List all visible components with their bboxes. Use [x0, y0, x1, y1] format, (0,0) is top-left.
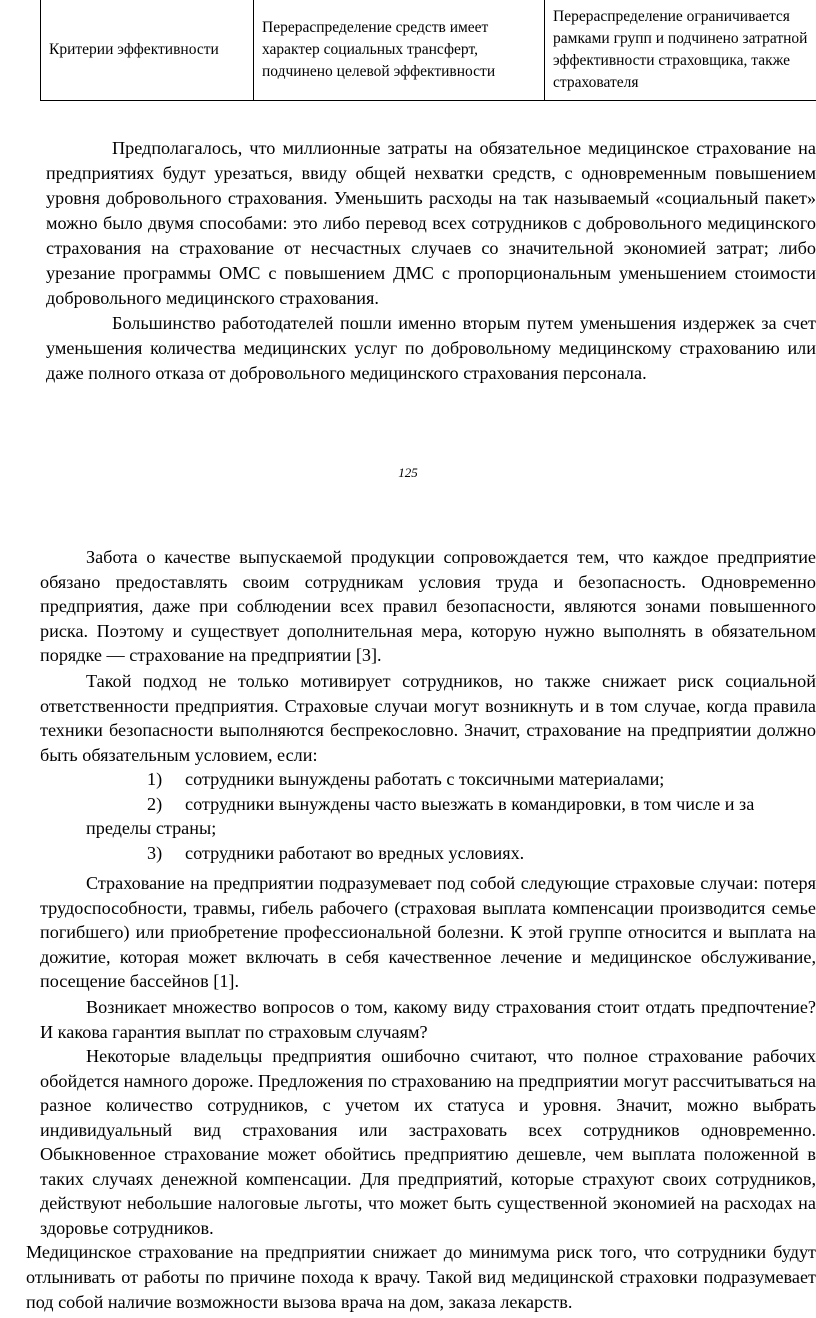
paragraph-employers: Большинство работодателей пошли именно вторым путем уменьшения издержек за счет уменьшения количества медицинских услуг по добровольному медицинскому страхованию или даже полного отказа от добровольного медицинского страхования персонала.: [46, 313, 816, 383]
paragraph-quality-care: Забота о качестве выпускаемой продукции сопровождается тем, что каждое предприятие обязано предоставлять своим сотрудникам условия труда и безопасность. Одновременно предприятия, даже при соблюдении всех правил безопасности, являются зонами повышенного риска. Поэтому и существует дополнительная мера, которую нужно выполнять в обязательном порядке — страхование на предприятии [3].: [40, 547, 816, 665]
paragraph-insured-events: Страхование на предприятии подразумевает под собой следующие страховые случаи: потеря трудоспособности, травмы, гибель рабочего (страховая выплата компенсации производится семье погибшего) или приобретение профессиональной болезни. К этой группе относится и выплата на дожитие, которая может включать в себя качественное лечение и медицинское обслуживание, посещение бассейнов [1].: [40, 873, 816, 991]
paragraph-expected-costs: Предполагалось, что миллионные затраты на обязательное медицинское страхование на предприятиях будут урезаться, ввиду общей нехватки средств, с одновременным повышением уровня добровольного страхования. Уменьшить расходы на так называемый «социальный пакет» можно было двумя способами: это либо перевод всех сотрудников с добровольного медицинского страхования на страхование от несчастных случаев со значительной экономией затрат; либо урезание программы ОМС с повышением ДМС с пропорциональным уменьшением стоимости добровольного медицинского страхования.: [46, 138, 816, 308]
criteria-table: [40, 0, 816, 101]
list-item-text: сотрудники работают во вредных условиях.: [185, 843, 525, 863]
paragraph-approach: Такой подход не только мотивирует сотрудников, но также снижает риск социальной ответственности предприятия. Страховые случаи могут возникнуть и в том случае, когда правила техники безопасности выполняются беспрекословно. Значит, страхование на предприятии должно быть обязательным условием, если:: [40, 671, 816, 765]
list-number: 2): [147, 794, 163, 814]
table-row: [41, 0, 816, 101]
table-cell-redistribution: Перераспределение ограничивается рамками групп и подчинено затратной эффективности страховщика, также страхователя: [545, 0, 816, 101]
list-item: [147, 792, 816, 817]
table-cell-criteria: Критерии эффективности: [41, 0, 254, 101]
list-number: 1): [147, 769, 163, 789]
paragraph-medical-insurance: Медицинское страхование на предприятии снижает до минимума риск того, что сотрудники будут отлынивать от работы по причине похода к врачу. Такой вид медицинской страховки подразумевает под собой наличие возможности вызова врача на дом, заказа лекарств.: [26, 1242, 816, 1312]
list-item-continuation: пределы страны;: [86, 818, 217, 838]
table-cell-transfer: Перераспределение средств имеет характер социальных трансферт, подчинено целевой эффективности: [254, 0, 545, 101]
list-item: [147, 841, 524, 866]
list-item-text: сотрудники вынуждены часто выезжать в командировки, в том числе и за: [185, 794, 755, 814]
page-number: 125: [398, 465, 418, 480]
paragraph-owners: Некоторые владельцы предприятия ошибочно считают, что полное страхование рабочих обойдется намного дороже. Предложения по страхованию на предприятии могут рассчитываться на разное количество сотрудников, с учетом их статуса и уровня. Значит, можно выбрать индивидуальный вид страхования или застраховать всех сотрудников одновременно. Обыкновенное страхование может обойтись предприятию дешевле, чем выплата положенной в таких случаях денежной компенсации. Для предприятий, которые страхуют своих сотрудников, действуют небольшие налоговые льготы, что может быть существенной экономией на расходах на здоровье сотрудников.: [40, 1046, 816, 1238]
list-item: [147, 767, 664, 792]
paragraph-questions: Возникает множество вопросов о том, какому виду страхования стоит отдать предпочтение? И какова гарантия выплат по страховым случаям?: [40, 997, 816, 1042]
list-item-text: сотрудники вынуждены работать с токсичными материалами;: [185, 769, 665, 789]
list-number: 3): [147, 843, 163, 863]
